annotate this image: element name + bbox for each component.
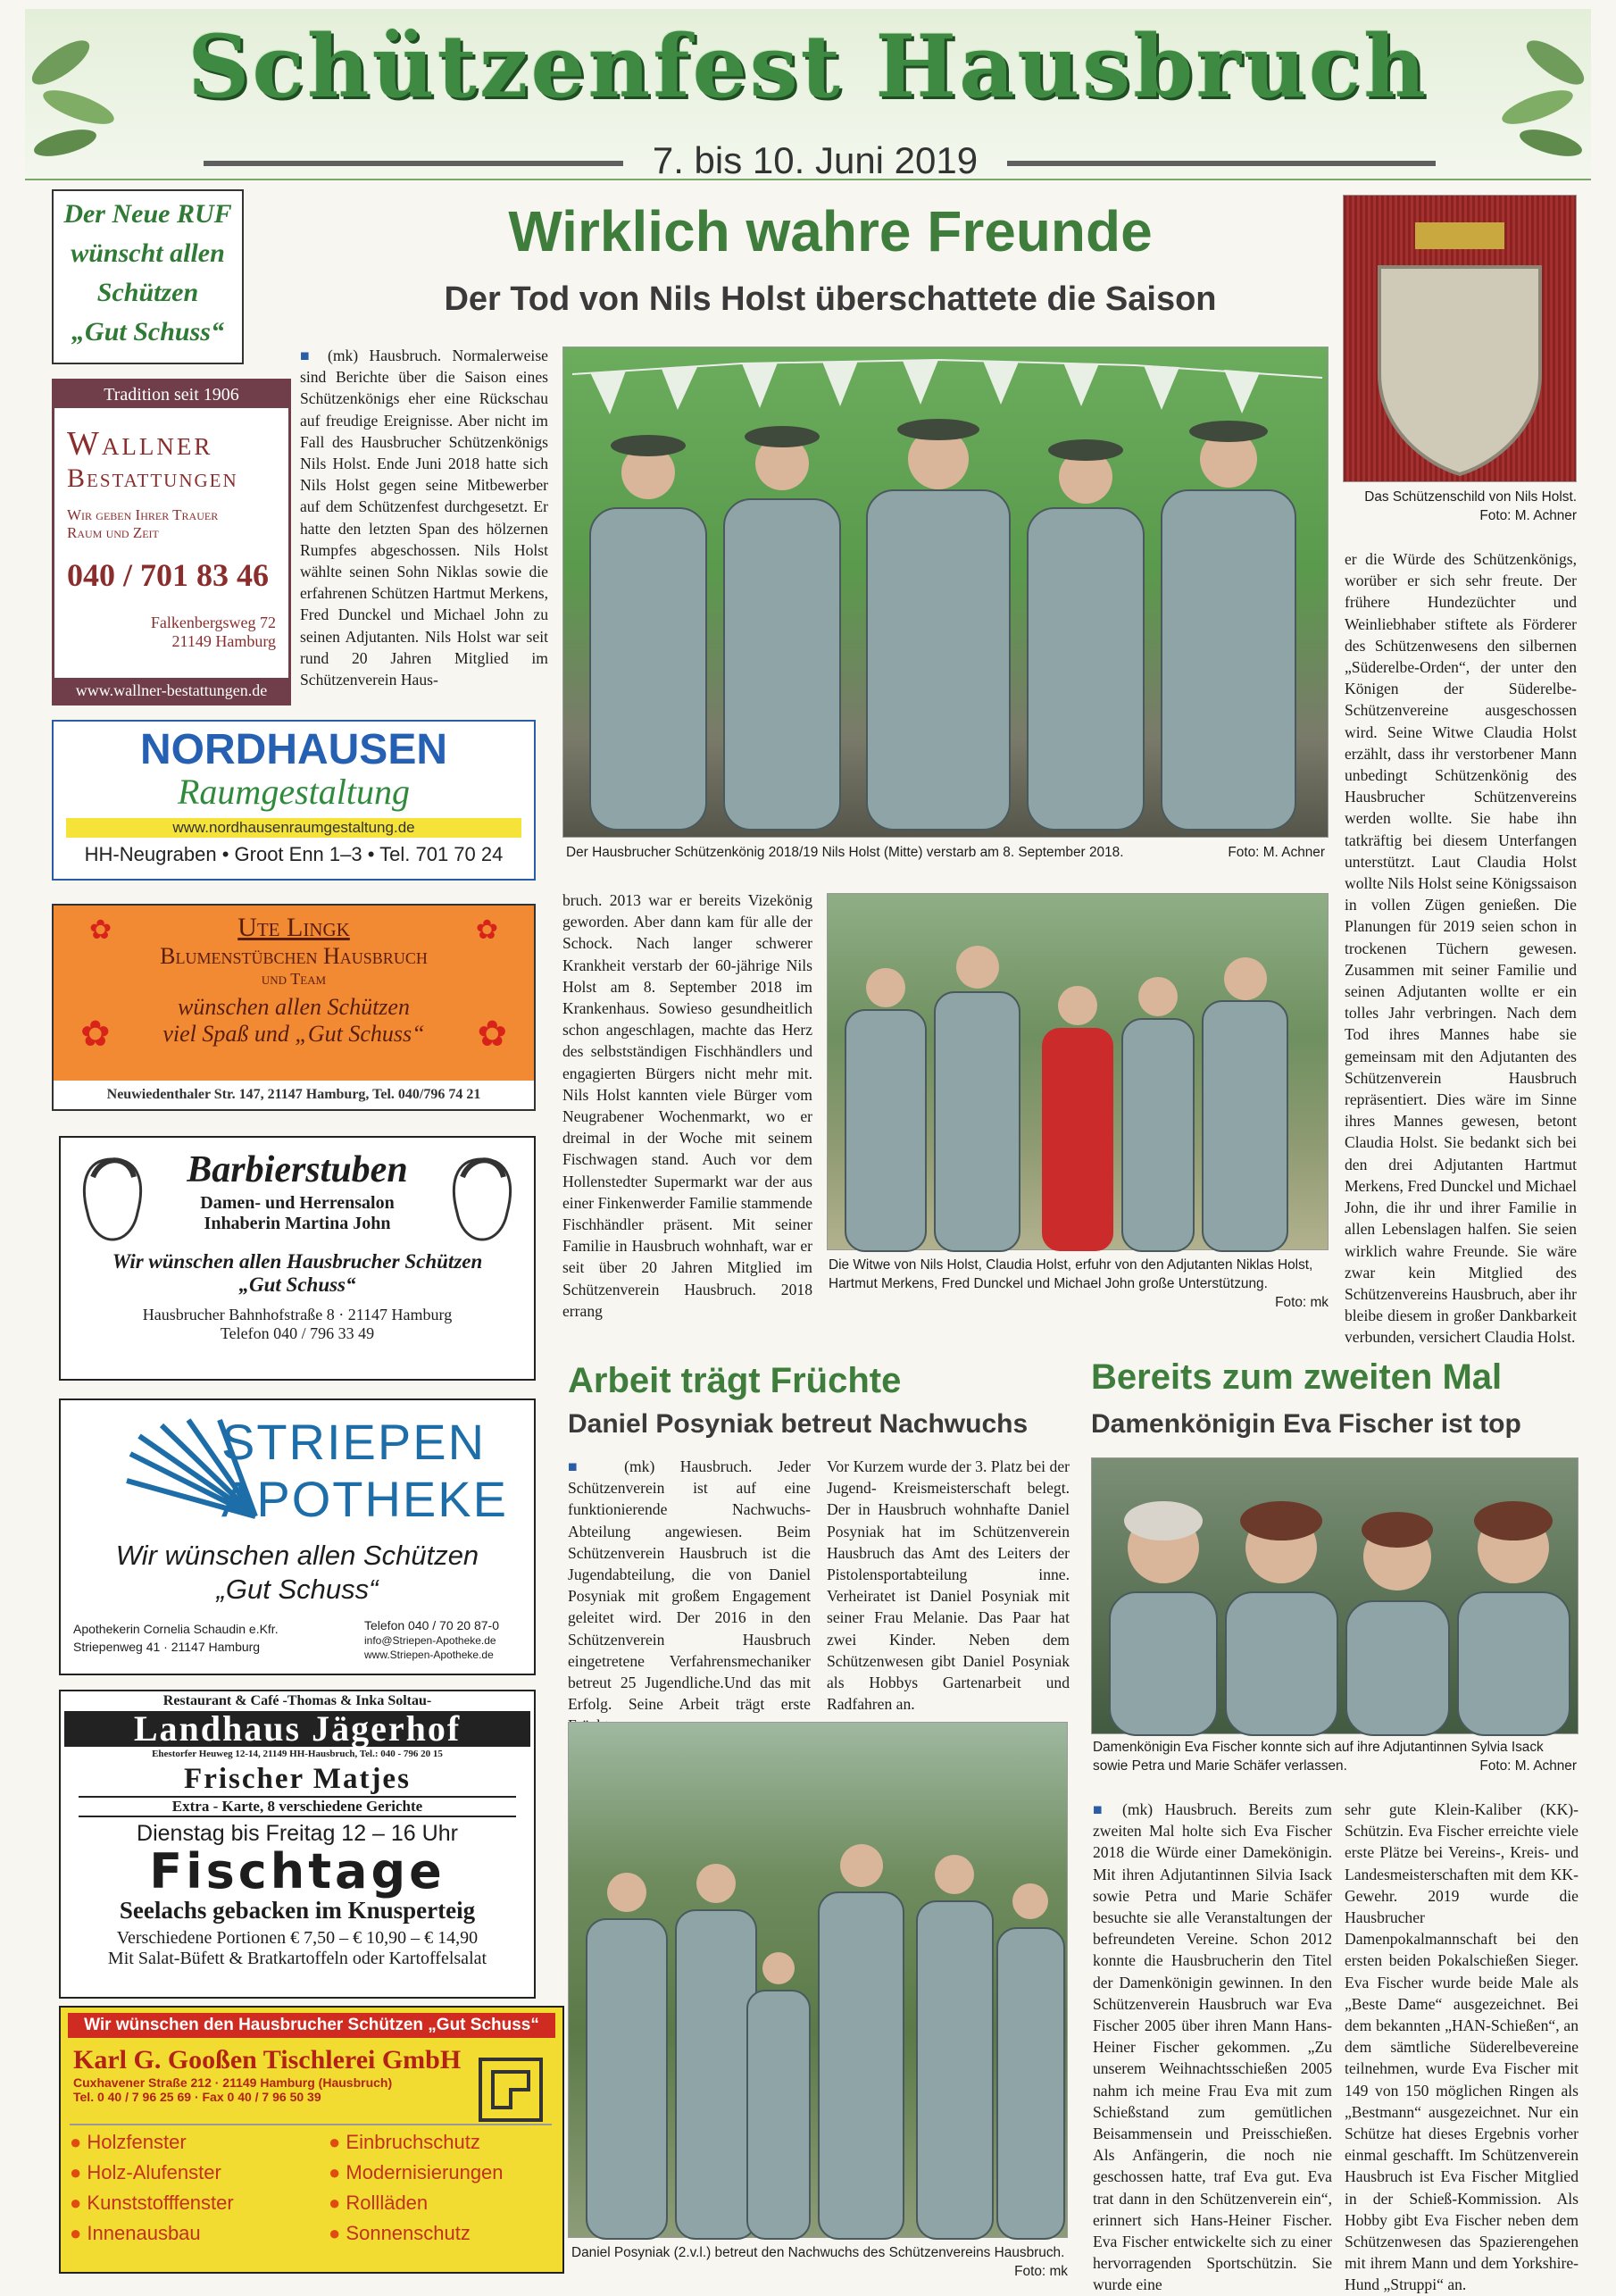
ad-lingk <box>52 904 536 1111</box>
lingk-shop: Blumenstübchen Hausbruch <box>160 943 428 969</box>
striepen-wish1: Wir wünschen allen Schützen <box>115 1540 479 1571</box>
ad-ruf <box>52 189 244 364</box>
photo-schuetzenkoenig <box>562 346 1329 838</box>
wallner-name1: Wallner <box>67 425 213 463</box>
service-item: ● Modernisierungen <box>329 2161 504 2183</box>
flower-icon: ✿ <box>89 915 112 945</box>
service-item: ● Kunststofffenster <box>70 2192 234 2214</box>
jaegerhof-name: Landhaus Jägerhof <box>64 1711 530 1747</box>
ruf-line1: Der Neue RUF <box>63 199 232 229</box>
group-figures-icon <box>569 1723 1069 2239</box>
flower-icon: ✿ <box>475 915 498 945</box>
barbier-wish1: Wir wünschen allen Hausbrucher Schützen <box>112 1250 483 1273</box>
photo1-caption: Der Hausbrucher Schützenkönig 2018/19 Nils Holst (Mitte) verstarb am 8. September 2018. Foto: M. Achner <box>566 845 1325 860</box>
lingk-name: Ute Lingk <box>237 913 350 942</box>
service-item: ● Holz-Alufenster <box>70 2161 221 2183</box>
masthead <box>25 9 1591 180</box>
nordhausen-name: NORDHAUSEN <box>139 726 447 773</box>
jaegerhof-days: Dienstag bis Freitag 12 – 16 Uhr <box>137 1821 458 1846</box>
woman-portrait-icon <box>75 1150 150 1248</box>
shield-caption: Das Schützenschild von Nils Holst. Foto: M. Achner <box>1364 489 1577 523</box>
lingk-wish1: wünschen allen Schützen <box>178 994 410 1020</box>
article3-headline: Bereits zum zweiten Mal <box>1091 1357 1503 1397</box>
wallner-phone: 040 / 701 83 46 <box>67 557 270 593</box>
tischlerei-logo-icon <box>475 2054 546 2125</box>
lingk-address: Neuwiedenthaler Str. 147, 21147 Hamburg, Tel. 040/796 74 21 <box>54 1081 534 1109</box>
article3-col2: sehr gute Klein-Kaliber (KK)-Schützin. Eva Fischer erreichte viele erste Plätze bei Vereins-, Kreis- und Landesmeisterschaften mit dem KK-Gewehr. 2019 wurde die Hausbrucher Damenpokalmannschaft bei den ersten beiden Pokalschießen Sieger. Eva Fischer wurde beide Male als „Beste Dame“ ausgezeichnet. Bei dem bekannten „HAN-Schießen“, an dem sämtliche Süderelbevereine teilnehmen, wurde Eva Fischer mit 149 von 150 möglichen Ringen als „Bestmann“ ausgezeichnet. Nur ein Schütze hat dieses Ergebnis vorher einmal geschafft. Im Schützenverein Hausbruch ist Eva Fischer Mitglied in der Schieß-Kommission. Als Hobby gibt Eva Fischer neben dem Schützenwesen das Spazierengehen mit ihrem Mann und dem Yorkshire-Hund „Struppi“ an. <box>1345 1800 1579 2294</box>
nordhausen-web[interactable]: www.nordhausenraumgestaltung.de <box>66 818 521 838</box>
wallner-slogan1: Wir geben Ihrer Trauer <box>67 506 219 523</box>
photo-posyniak <box>568 1722 1068 2238</box>
jaegerhof-portions: Verschiedene Portionen € 7,50 – € 10,90 – € 14,90 <box>116 1928 479 1948</box>
article2-headline: Arbeit trägt Früchte <box>568 1361 902 1400</box>
striepen-email[interactable]: info@Striepen-Apotheke.de <box>364 1634 496 1647</box>
goossen-name: Karl G. Gooßen Tischlerei GmbH <box>73 2045 462 2075</box>
goossen-address: Cuxhavener Straße 212 · 21149 Hamburg (Hausbruch) <box>73 2075 393 2090</box>
photo-schuetzenschild <box>1343 195 1577 482</box>
article-marker-icon: ■ <box>1093 1800 1111 1818</box>
masthead-rule-right <box>1007 161 1436 166</box>
ad-jaegerhof <box>59 1690 536 1999</box>
goossen-tel: Tel. 0 40 / 7 96 25 69 · Fax 0 40 / 7 96 50 39 <box>73 2090 321 2104</box>
wallner-city: 21149 Hamburg <box>171 632 276 650</box>
jaegerhof-address: Ehestorfer Heuweg 12-14, 21149 HH-Hausbruch, Tel.: 040 - 796 20 15 <box>152 1749 443 1759</box>
article3-subheadline: Damenkönigin Eva Fischer ist top <box>1091 1409 1521 1439</box>
article2-photo-caption: Daniel Posyniak (2.v.l.) betreut den Nachwuchs des Schützenvereins Hausbruch. Foto: mk <box>571 2245 1068 2279</box>
ad-striepen <box>59 1398 536 1675</box>
striepen-phone: Telefon 040 / 70 20 87-0 <box>364 1618 500 1632</box>
barbier-wish2: „Gut Schuss“ <box>238 1273 356 1296</box>
article2-col2: Vor Kurzem wurde der 3. Platz bei der Jugend- Kreismeisterschaft belegt. Der in Hausbruch wohnhafte Daniel Posyniak hat im Schützenverein Hausbruch das Amt des Leiters der Pistolensportabteilung inne. Verheiratet ist Daniel Posyniak mit seiner Frau Melanie. Das Paar hat zwei Kinder. Neben dem Schützenwesen gibt Daniel Posyniak als Hobbys Gartenarbeit und Radfahren an. <box>827 1457 1070 1714</box>
barbier-street: Hausbrucher Bahnhofstraße 8 · 21147 Hamburg <box>142 1306 453 1323</box>
jaegerhof-matjes-sub: Extra - Karte, 8 verschiedene Gerichte <box>79 1796 516 1817</box>
photo-damenkoenigin <box>1091 1457 1579 1734</box>
striepen-name2: APOTHEKE <box>221 1471 508 1527</box>
service-item: ● Innenausbau <box>70 2222 201 2244</box>
main-headline: Wirklich wahre Freunde <box>508 199 1153 263</box>
article3-col1: ■ (mk) Hausbruch. Bereits zum zweiten Mal holte sich Eva Fischer 2018 die Würde einer Damekönigin. Mit ihren Adjutantinnen Silvia Isack sowie Petra und Marie Schäfer besuchte sie alle Veranstaltungen der befreundeten Vereine. Schon 2012 konnte die Hausbrucherin den Titel der Damenkönigin gewinnen. In den Schützenverein Hausbruch war Eva Fischer 2005 über ihren Mann Hans-Heiner Fischer gekommen. „Zu unserem Weihnachtsschießen 2005 nahm ich meine Frau Eva mit zum Schießstand zum gemütlichen Beisammensein und Preisschießen. Als Anfängerin, die noch nie geschossen hatte, traf Eva gut. Eva trat dann in den Schützenverein ein“, erinnert sich Hans-Heiner Fischer. Eva Fischer entwickelte sich zu einer hervorragenden Sportschützin. Sie wurde eine <box>1093 1800 1332 2294</box>
ruf-line3: Schützen <box>96 278 199 307</box>
goossen-services <box>70 2124 552 2245</box>
main-article-col1: ■ (mk) Hausbruch. Normalerweise sind Berichte über die Saison eines Schützenkönigs eher eine Rückschau auf freudige Ereignisse. Aber nicht im Fall des Hausbrucher Schützenkönigs Nils Holst. Ende Juni 2018 hatte sich Nils Holst gegen seine Mitbewerber auf dem Schützenfest durchgesetzt. Er hatte den letzten Span des hölzernen Rumpfes abgeschossen. Nils Holst wählte seinen Sohn Niklas sowie die erfahrenen Schützen Hartmut Merkens, Fred Dunckel und Michael John zu seinen Adjutanten. Nils Holst war seit rund 20 Jahren Mitglied im Schützenverein Haus- <box>300 346 548 689</box>
shield-icon <box>1344 196 1578 483</box>
ad-barbier <box>59 1136 536 1381</box>
ruf-line2: wünscht allen <box>71 238 225 268</box>
wallner-name2: Bestattungen <box>67 463 238 493</box>
jaegerhof-matjes: Frischer Matjes <box>184 1763 411 1795</box>
jaegerhof-buffet: Mit Salat-Büfett & Bratkartoffeln oder Kartoffelsalat <box>107 1949 487 1968</box>
service-item: ● Rollläden <box>329 2192 429 2214</box>
main-article-col2: bruch. 2013 war er bereits Vizekönig geworden. Aber dann kam für alle der Schock. Nach langer schwerer Krankheit verstarb der 60-jährige Nils Holst am 8. September 2018 im Krankenhaus. Sowieso gesundheitlich schon angeschlagen, machte das Herz des selbstständigen Fischhändlers und engagierten Bürgers nicht mehr mit. Nils Holst kannten viele Bürger vom Neugrabener Wochenmarkt, wo er dreimal in der Woche mit seinem Fischwagen stand. Auch vor dem Hollenstedter Supermarkt war der aus einer Finkenwerder Familie stammende Fischhändler präsent. Mit seiner Familie in Hausbruch wohnhaft, war er seit über 20 Jahren Mitglied im Schützenverein Hausbruch. 2018 errang <box>562 891 812 1320</box>
jaegerhof-seelachs: Seelachs gebacken im Knusperteig <box>119 1897 476 1924</box>
wallner-tag: Tradition seit 1906 <box>54 381 288 408</box>
striepen-street: Striepenweg 41 · 21147 Hamburg <box>73 1640 261 1654</box>
article3-photo-caption: Damenkönigin Eva Fischer konnte sich auf ihre Adjutantinnen Sylvia Isack sowie Petra und Marie Schäfer verlassen. Foto: M. Achner <box>1093 1740 1577 1774</box>
service-item: ● Sonnenschutz <box>329 2222 471 2244</box>
goossen-banner: Wir wünschen den Hausbrucher Schützen „Gut Schuss“ <box>68 2013 555 2038</box>
nordhausen-address: HH-Neugraben • Groot Enn 1–3 • Tel. 701 70 24 <box>84 843 504 865</box>
barbier-name: Barbierstuben <box>187 1149 408 1190</box>
article2-subheadline: Daniel Posyniak betreut Nachwuchs <box>568 1409 1029 1439</box>
wallner-web[interactable]: www.wallner-bestattungen.de <box>54 678 288 703</box>
service-item: ● Einbruchschutz <box>329 2131 480 2153</box>
group-figures-icon <box>1092 1458 1579 1735</box>
flower-icon: ✿ <box>80 1014 111 1054</box>
woman-portrait-icon <box>445 1150 520 1248</box>
article-marker-icon: ■ <box>300 346 317 364</box>
ad-goossen <box>59 2006 564 2274</box>
flower-icon: ✿ <box>477 1014 507 1054</box>
masthead-rule-left <box>204 161 623 166</box>
barbier-phone: Telefon 040 / 796 33 49 <box>220 1324 375 1342</box>
ruf-line4: „Gut Schuss“ <box>71 317 224 346</box>
lingk-wish2: viel Spaß und „Gut Schuss“ <box>162 1021 425 1047</box>
jaegerhof-fisch: Fischtage <box>149 1843 446 1899</box>
wallner-street: Falkenbergsweg 72 <box>150 614 276 631</box>
striepen-wish2: „Gut Schuss“ <box>216 1574 379 1605</box>
article-marker-icon: ■ <box>568 1457 599 1475</box>
ad-nordhausen <box>52 720 536 881</box>
photo-witwe <box>827 893 1329 1250</box>
wallner-slogan2: Raum und Zeit <box>67 524 159 541</box>
ad-wallner <box>52 379 291 705</box>
barbier-sub1: Damen- und Herrensalon <box>200 1193 395 1213</box>
group-figures-icon <box>563 410 1329 839</box>
article2-col1: ■ (mk) Hausbruch. Jeder Schützenverein ist auf eine funktionierende Nachwuchs-Abteilung angewiesen. Beim Schützenverein Hausbruch ist die Jugendabteilung, die von Daniel Posyniak mit großem Engagement geleitet wird. Der 2016 in den Schützenverein Hausbruch eingetretene Verfahrensmechaniker betreut 25 Jugendliche.Und das mit Erfolg. Seine Arbeit trägt erste <box>568 1457 811 1714</box>
masthead-title: Schützenfest Hausbruch <box>187 16 1429 117</box>
barbier-sub2: Inhaberin Martina John <box>204 1214 391 1233</box>
main-subheadline: Der Tod von Nils Holst überschattete die Saison <box>444 280 1217 318</box>
striepen-web[interactable]: www.Striepen-Apotheke.de <box>364 1649 494 1661</box>
nordhausen-script: Raumgestaltung <box>178 772 410 812</box>
photo2-caption: Die Witwe von Nils Holst, Claudia Holst, erfuhr von den Adjutanten Niklas Holst, Hartmut Merkens, Fred Dunckel und Michael John große Unterstützung. Foto: mk <box>829 1257 1329 1310</box>
main-article-col3: er die Würde des Schützenkönigs, worüber er sich sehr freute. Der frühere Hundezüchter und Weinliebhaber stiftete als Förderer des Schützenwesens den silbernen „Süderelbe-Orden“, der unter den Königen der Süderelbe-Schützenvereine ausgeschossen wird. Seine Witwe Claudia Holst erzählt, dass ihr verstorbener Mann unbedingt Schützenkönig des Hausbrucher Schützenvereins werden wollte. Sie habe ihn tatkräftig bei diesem Unterfangen unterstützt. Laut Claudia Holst wollte Nils Holst seine Königssaison in vollen Zügen genießen. Die Planungen für 2019 seien schon in trockenen Tüchern gewesen. Zusammen mit seiner Familie und seinen Adjutanten wollte er ein tolles Jahr verbringen. Nach dem Tod ihres Mannes habe sie gemeinsam mit den Adjutanten des Schützenverein Hausbruch repräsentiert. Dies wäre im Sinne ihres Mannes gewesen, betont Claudia Holst. Sie bedankt sich bei den drei Adjutanten Hartmut Merkens, Fred Dunckel und Michael John, die ihr und ihrer Familie in allen Lebenslagen halfen. Sie seien wirklich wahre Freunde. Sie wäre zwar kein Mitglied des Schützenvereins Hausbruch, aber ihr bleibe diesem in großer Dankbarkeit verbunden, versichert Claudia Holst. <box>1345 550 1577 1347</box>
striepen-owner: Apothekerin Cornelia Schaudin e.Kfr. <box>73 1622 279 1636</box>
striepen-name1: STRIEPEN <box>221 1414 487 1470</box>
lingk-team: und Team <box>261 970 327 988</box>
masthead-dates: 7. bis 10. Juni 2019 <box>652 139 979 181</box>
group-figures-icon <box>828 894 1329 1251</box>
service-item: ● Holzfenster <box>70 2131 187 2153</box>
jaegerhof-top: Restaurant & Café -Thomas & Inka Soltau- <box>162 1693 432 1708</box>
